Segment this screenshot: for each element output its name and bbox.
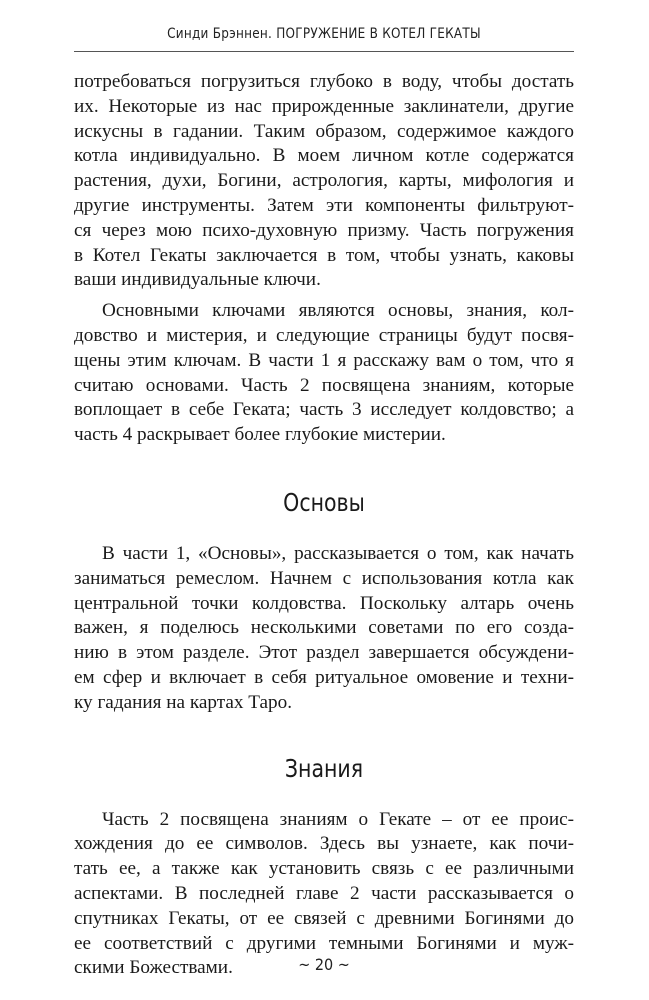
text-line: ку гадания на картах Таро. (74, 691, 293, 713)
text-line: довство и мистерия, и следующие страницы будут посвя- (74, 324, 574, 346)
text-line: хождения до ее символов. Здесь вы узнаете, как почи- (74, 833, 574, 855)
text-line: нию в этом разделе. Этот раздел завершается обсуждени- (74, 642, 574, 664)
text-line: щены этим ключам. В части 1 я расскажу вам о том, что я (74, 349, 574, 371)
text-line: заниматься ремеслом. Начнем с использования котла как (74, 567, 574, 589)
text-line: Основными ключами являются основы, знания, кол- (102, 300, 574, 322)
text-line: ее соответствий с другими темными Богинями и муж- (74, 932, 574, 954)
text-line: считаю основами. Часть 2 посвящена знаниям, которые (74, 374, 574, 396)
text-line: их. Некоторые из нас прирожденные заклинатели, другие (74, 95, 574, 117)
text-line: котла индивидуально. В моем личном котле содержатся (74, 145, 574, 167)
text-line: тать ее, а также как установить связь с ее различными (74, 858, 574, 880)
text-line: в Котел Гекаты заключается в том, чтобы узнать, каковы (74, 244, 574, 266)
text-line: искусны в гадании. Таким образом, содержимое каждого (74, 120, 574, 142)
section-heading-foundations: Основы (283, 487, 365, 517)
text-line: потребоваться погрузиться глубоко в воду, чтобы достать (74, 71, 574, 92)
text-line: аспектами. В последней главе 2 части рассказывается о (74, 882, 574, 904)
text-line: скими Божествами. (74, 957, 233, 979)
text-line: растения, духи, Богини, астрология, карты, мифология и (74, 170, 574, 192)
section-heading-knowledge: Знания (284, 753, 364, 783)
header-rule (74, 51, 574, 52)
text-line: часть 4 раскрывает более глубокие мистерии. (74, 424, 446, 446)
paragraph-continuation (74, 70, 574, 293)
page-body (74, 70, 574, 981)
running-head: Синди Брэннен. ПОГРУЖЕНИЕ В КОТЕЛ ГЕКАТЫ (167, 26, 481, 42)
paragraph-foundations (74, 542, 574, 716)
text-line: Часть 2 посвящена знаниям о Гекате – от ее проис- (102, 808, 574, 830)
paragraph-keys (74, 299, 574, 448)
text-line: важен, я поделюсь несколькими советами по его созда- (74, 617, 574, 639)
text-line: центральной точки колдовства. Поскольку алтарь очень (74, 592, 574, 614)
text-line: ваши индивидуальные ключи. (74, 269, 321, 291)
text-line: воплощает в себе Геката; часть 3 исследует колдовство; а (74, 399, 574, 421)
text-line: другие инструменты. Затем эти компоненты фильтруют- (74, 194, 574, 216)
text-line: спутниках Гекаты, от ее связей с древними Богинями до (74, 907, 574, 929)
text-line: В части 1, «Основы», рассказывается о том, как начать (102, 542, 574, 564)
page-number: ~ 20 ~ (298, 955, 350, 974)
text-line: ся через мою психо-духовную призму. Часть погружения (74, 219, 574, 241)
text-line: ем сфер и включает в себя ритуальное омовение и техни- (74, 666, 574, 688)
